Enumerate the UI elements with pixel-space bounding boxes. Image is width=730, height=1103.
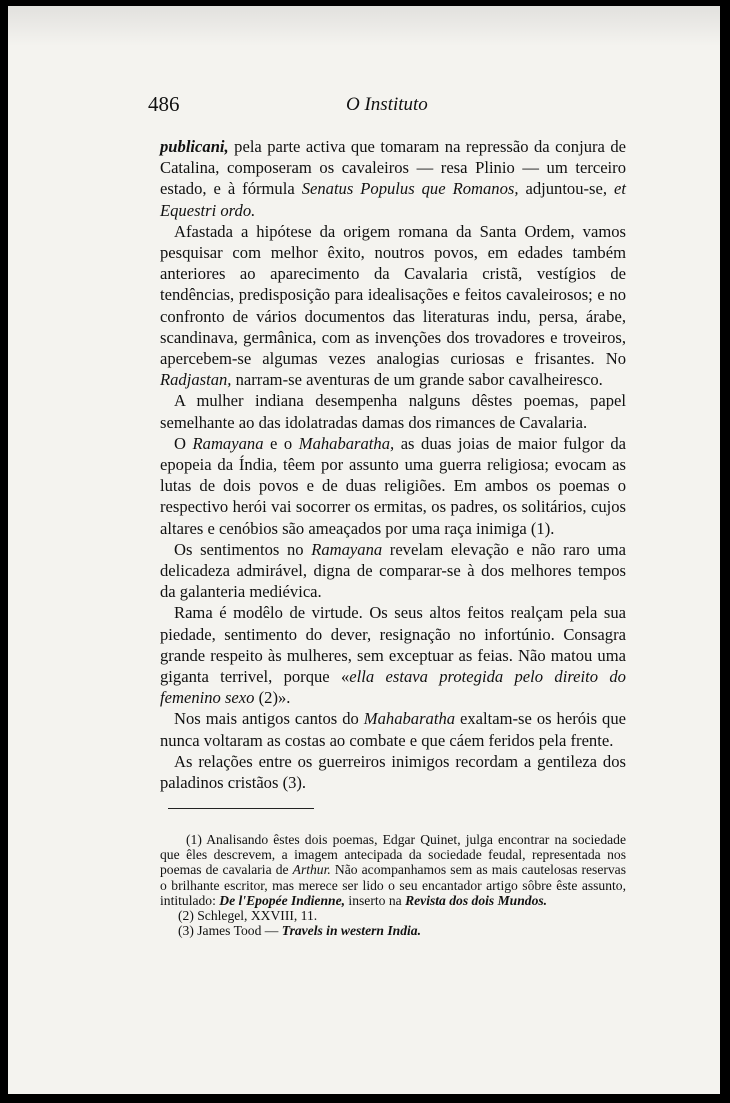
text-span: publicani, — [160, 137, 229, 156]
text-span: Mahabaratha — [363, 709, 456, 729]
text-span: A mulher indiana desempenha nalguns dêstes poemas, papel semelhante ao das idolatradas damas dos rimances de Cavalaria. — [160, 391, 626, 432]
paragraph — [160, 751, 626, 793]
running-title: O Instituto — [346, 94, 428, 115]
text-span: (3) James Tood — — [178, 923, 282, 939]
paragraph — [160, 708, 626, 750]
text-span: As relações entre os guerreiros inimigos recordam a gentileza dos paladinos cristãos (3). — [160, 751, 626, 793]
text-span: e o — [263, 433, 299, 453]
paragraph — [160, 539, 626, 603]
footnote — [160, 832, 626, 908]
scan-smudge — [8, 6, 720, 46]
text-span: pela parte activa que tomaram na repressão da conjura de Catalina, composeram os cavaleiros — resa Plinio — um terceiro estado, e à fórmula — [160, 137, 626, 199]
text-span: (2)». — [254, 688, 291, 708]
page-number: 486 — [148, 92, 180, 116]
text-span: narram-se aventuras de um grande sabor cavalheiresco. — [231, 370, 603, 390]
text-span: Travels in western India. — [281, 923, 421, 939]
text-span: Ramayana — [311, 539, 383, 559]
text-span: Nos mais antigos cantos do — [174, 709, 364, 729]
text-span: Os sentimentos no — [174, 539, 312, 559]
text-span: et Equestri ordo. — [160, 179, 626, 220]
body-text — [160, 136, 626, 793]
text-span: Arthur. — [292, 862, 331, 878]
text-span: O — [174, 433, 193, 453]
paragraph — [160, 390, 626, 432]
footnote-divider — [168, 808, 314, 809]
text-span: exaltam-se os heróis que nunca voltaram as costas ao combate e que cáem feridos pela frente. — [160, 709, 626, 750]
paragraph — [160, 433, 626, 539]
text-span: revelam elevação e não raro uma delicadeza admirável, digna de comparar-se à dos melhores tempos da galanteria mediévica. — [160, 539, 626, 602]
paragraph — [160, 136, 626, 221]
text-span: De l'Epopée Indienne, — [219, 892, 346, 908]
text-span: Afastada a hipótese da origem romana da Santa Ordem, vamos pesquisar com melhor êxito, noutros povos, em edades também anteriores ao aparecimento da Cavalaria cristã, vestígios de tendências, predisposição para idealisações e feitos cavaleirosos; e no confronto de vários documentos das literaturas indu, persa, árabe, scandinava, germânica, com as invenções dos trovadores e troveiros, apercebem-se algumas vezes analogias curiosas e frisantes. No — [160, 221, 626, 369]
text-span: Radjastan, — [160, 370, 232, 390]
text-span: Ramayana — [192, 433, 264, 453]
footnotes — [160, 832, 626, 938]
footnote — [160, 908, 626, 923]
text-span: Rama é modêlo de virtude. Os seus altos feitos realçam pela sua piedade, sentimento do dever, resignação no infortúnio. Consagra grande respeito às mulheres, sem exceptuar as feias. Não matou uma giganta terrivel, porque « — [160, 603, 626, 687]
paragraph — [160, 602, 626, 708]
text-span: as duas joias de maior fulgor da epopeia da Índia, têem por assunto uma guerra religiosa; evocam as lutas de dois povos e de duas religiões. Em ambos os poemas o respectivo herói vai socorrer os ermitas, os padres, os solitários, cujos altares e cenóbios são ameaçados por uma raça inimiga (1). — [160, 433, 627, 538]
text-span: Senatus Populus que Romanos, — [301, 179, 519, 199]
paragraph — [160, 221, 626, 391]
text-span: (1) Analisando êstes dois poemas, Edgar Quinet, julga encontrar na sociedade que êles descrevem, a imagem antecipada da sociedade feudal, representada nos poemas de cavalaria de — [160, 832, 626, 878]
text-span: adjuntou-se, — [518, 179, 614, 199]
text-span: (2) Schlegel, XXVIII, 11. — [178, 908, 318, 924]
page-header — [148, 92, 628, 120]
text-span: Não acompanhamos sem as mais cautelosas reservas o brilhante escritor, mas merece ser lido o seu encantador artigo sôbre êste assunto, intitulado: — [160, 862, 626, 908]
book-page — [8, 6, 720, 1094]
text-span: Revista dos dois Mundos. — [405, 892, 548, 908]
text-span: Mahabaratha, — [298, 433, 395, 453]
text-span: inserto na — [345, 892, 406, 908]
footnote — [160, 923, 626, 938]
text-span: ella estava protegida pelo direito do femenino sexo — [160, 667, 626, 708]
